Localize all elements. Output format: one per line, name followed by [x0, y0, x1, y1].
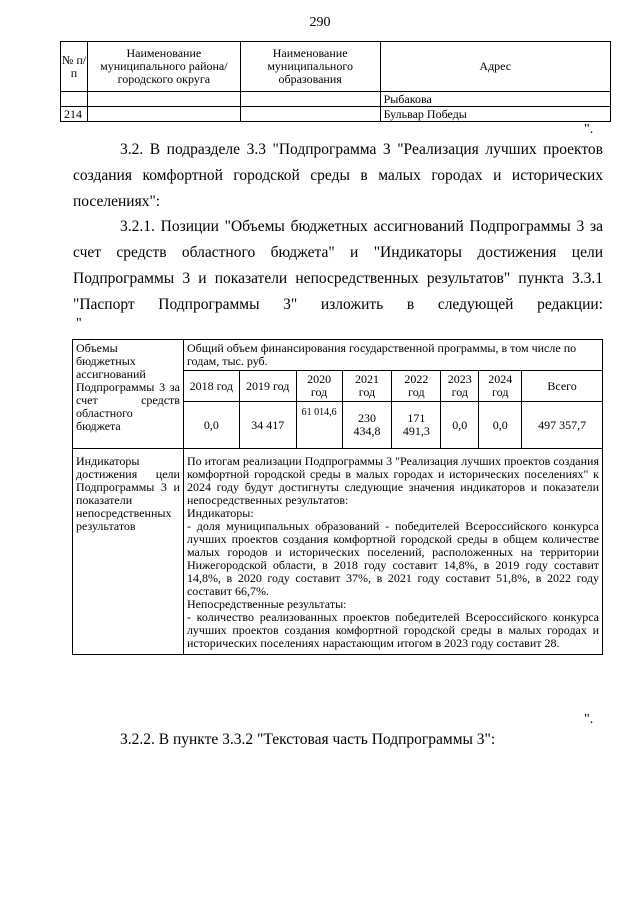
closing-quote: ".: [584, 122, 594, 137]
indicators-content: [183, 449, 602, 655]
header-district: Наименование муниципального района/ городского округа: [87, 42, 240, 92]
row-municipality: [240, 92, 380, 107]
paragraph-3-2-2: 3.2.2. В пункте 3.3.2 "Текстовая часть Подпрограммы 3":: [120, 731, 496, 748]
table-header-row: [61, 42, 611, 92]
budget-label: Объемы бюджетных ассигнований Подпрограммы 3 за счет средств областного бюджета: [73, 340, 184, 449]
table-row: [61, 92, 611, 107]
closing-quote: ".: [584, 712, 594, 727]
passport-table: [72, 339, 603, 655]
year-cell: 2020 год: [296, 371, 342, 402]
indicators-intro: По итогам реализации Подпрограммы 3 "Реализация лучших проектов создания комфортной городской среды в малых городах и исторических поселениях" к 2024 году будут достигнуты следующие значения индикаторов и показатели непосредственных результатов:: [186, 454, 599, 507]
header-address: Адрес: [380, 42, 610, 92]
indicators-heading: Индикаторы:: [186, 506, 254, 520]
year-cell: 2018 год: [183, 371, 239, 402]
table-row: [61, 107, 611, 122]
year-cell: 2023 год: [441, 371, 479, 402]
value-cell: 0,0: [183, 402, 239, 449]
indicators-label: Индикаторы достижения цели Подпрограммы 3 и показатели непосредственных результатов: [73, 449, 184, 655]
year-cell: 2019 год: [239, 371, 296, 402]
value-cell: 171 491,3: [392, 402, 441, 449]
indicators-row: [73, 449, 603, 655]
opening-quote: ": [76, 316, 82, 331]
header-municipality: Наименование муниципального образования: [240, 42, 380, 92]
row-number: 214: [61, 107, 88, 122]
row-municipality: [240, 107, 380, 122]
result-item: - количество реализованных проектов победителей Всероссийского конкурса лучших проектов создания комфортной городской среды в малых городах и исторических поселениях нарастающим итогом в 2023 году составит 28.: [186, 610, 599, 650]
year-cell: 2024 год: [479, 371, 522, 402]
header-number: № п/п: [61, 42, 88, 92]
total-value: 497 357,7: [522, 402, 603, 449]
year-cell: 2021 год: [342, 371, 392, 402]
row-district: [87, 92, 240, 107]
value-cell: 34 417: [239, 402, 296, 449]
value-cell: 230 434,8: [342, 402, 392, 449]
budget-heading: Общий объем финансирования государственной программы, в том числе по годам, тыс. руб.: [183, 340, 602, 371]
budget-heading-row: [73, 340, 603, 371]
results-heading: Непосредственные результаты:: [186, 597, 347, 611]
address-table: [60, 41, 611, 122]
row-address: Бульвар Победы: [380, 107, 610, 122]
page-number: 290: [309, 15, 331, 30]
row-address: Рыбакова: [380, 92, 610, 107]
indicator-item: - доля муниципальных образований - победителей Всероссийского конкурса лучших проектов создания комфортной городской среды в общем количестве малых городов и исторических поселений, расположенных на территории Нижегородской области, в 2018 году составит 14,8%, в 2019 году составит 14,8%, в 2020 году составит 37%, в 2021 году составит 51,8%, в 2022 году составит 66,7%.: [186, 519, 599, 598]
value-cell: 61 014,6: [296, 402, 342, 449]
paragraph-3-2: 3.2. В подразделе 3.3 "Подпрограмма 3 "Реализация лучших проектов создания комфортной городской среды в малых городах и исторических поселениях":: [73, 141, 603, 210]
paragraph-3-2-1: 3.2.1. Позиции "Объемы бюджетных ассигнований Подпрограммы 3 за счет средств областного бюджета" и "Индикаторы достижения цели Подпрограммы 3 и показатели непосредственных результатов" пункта 3.3.1 "Паспорт Подпрограммы 3" изложить в следующей редакции:: [73, 218, 603, 313]
row-number: [61, 92, 88, 107]
value-cell: 0,0: [441, 402, 479, 449]
row-district: [87, 107, 240, 122]
value-cell: 0,0: [479, 402, 522, 449]
year-cell: 2022 год: [392, 371, 441, 402]
total-header: Всего: [522, 371, 603, 402]
